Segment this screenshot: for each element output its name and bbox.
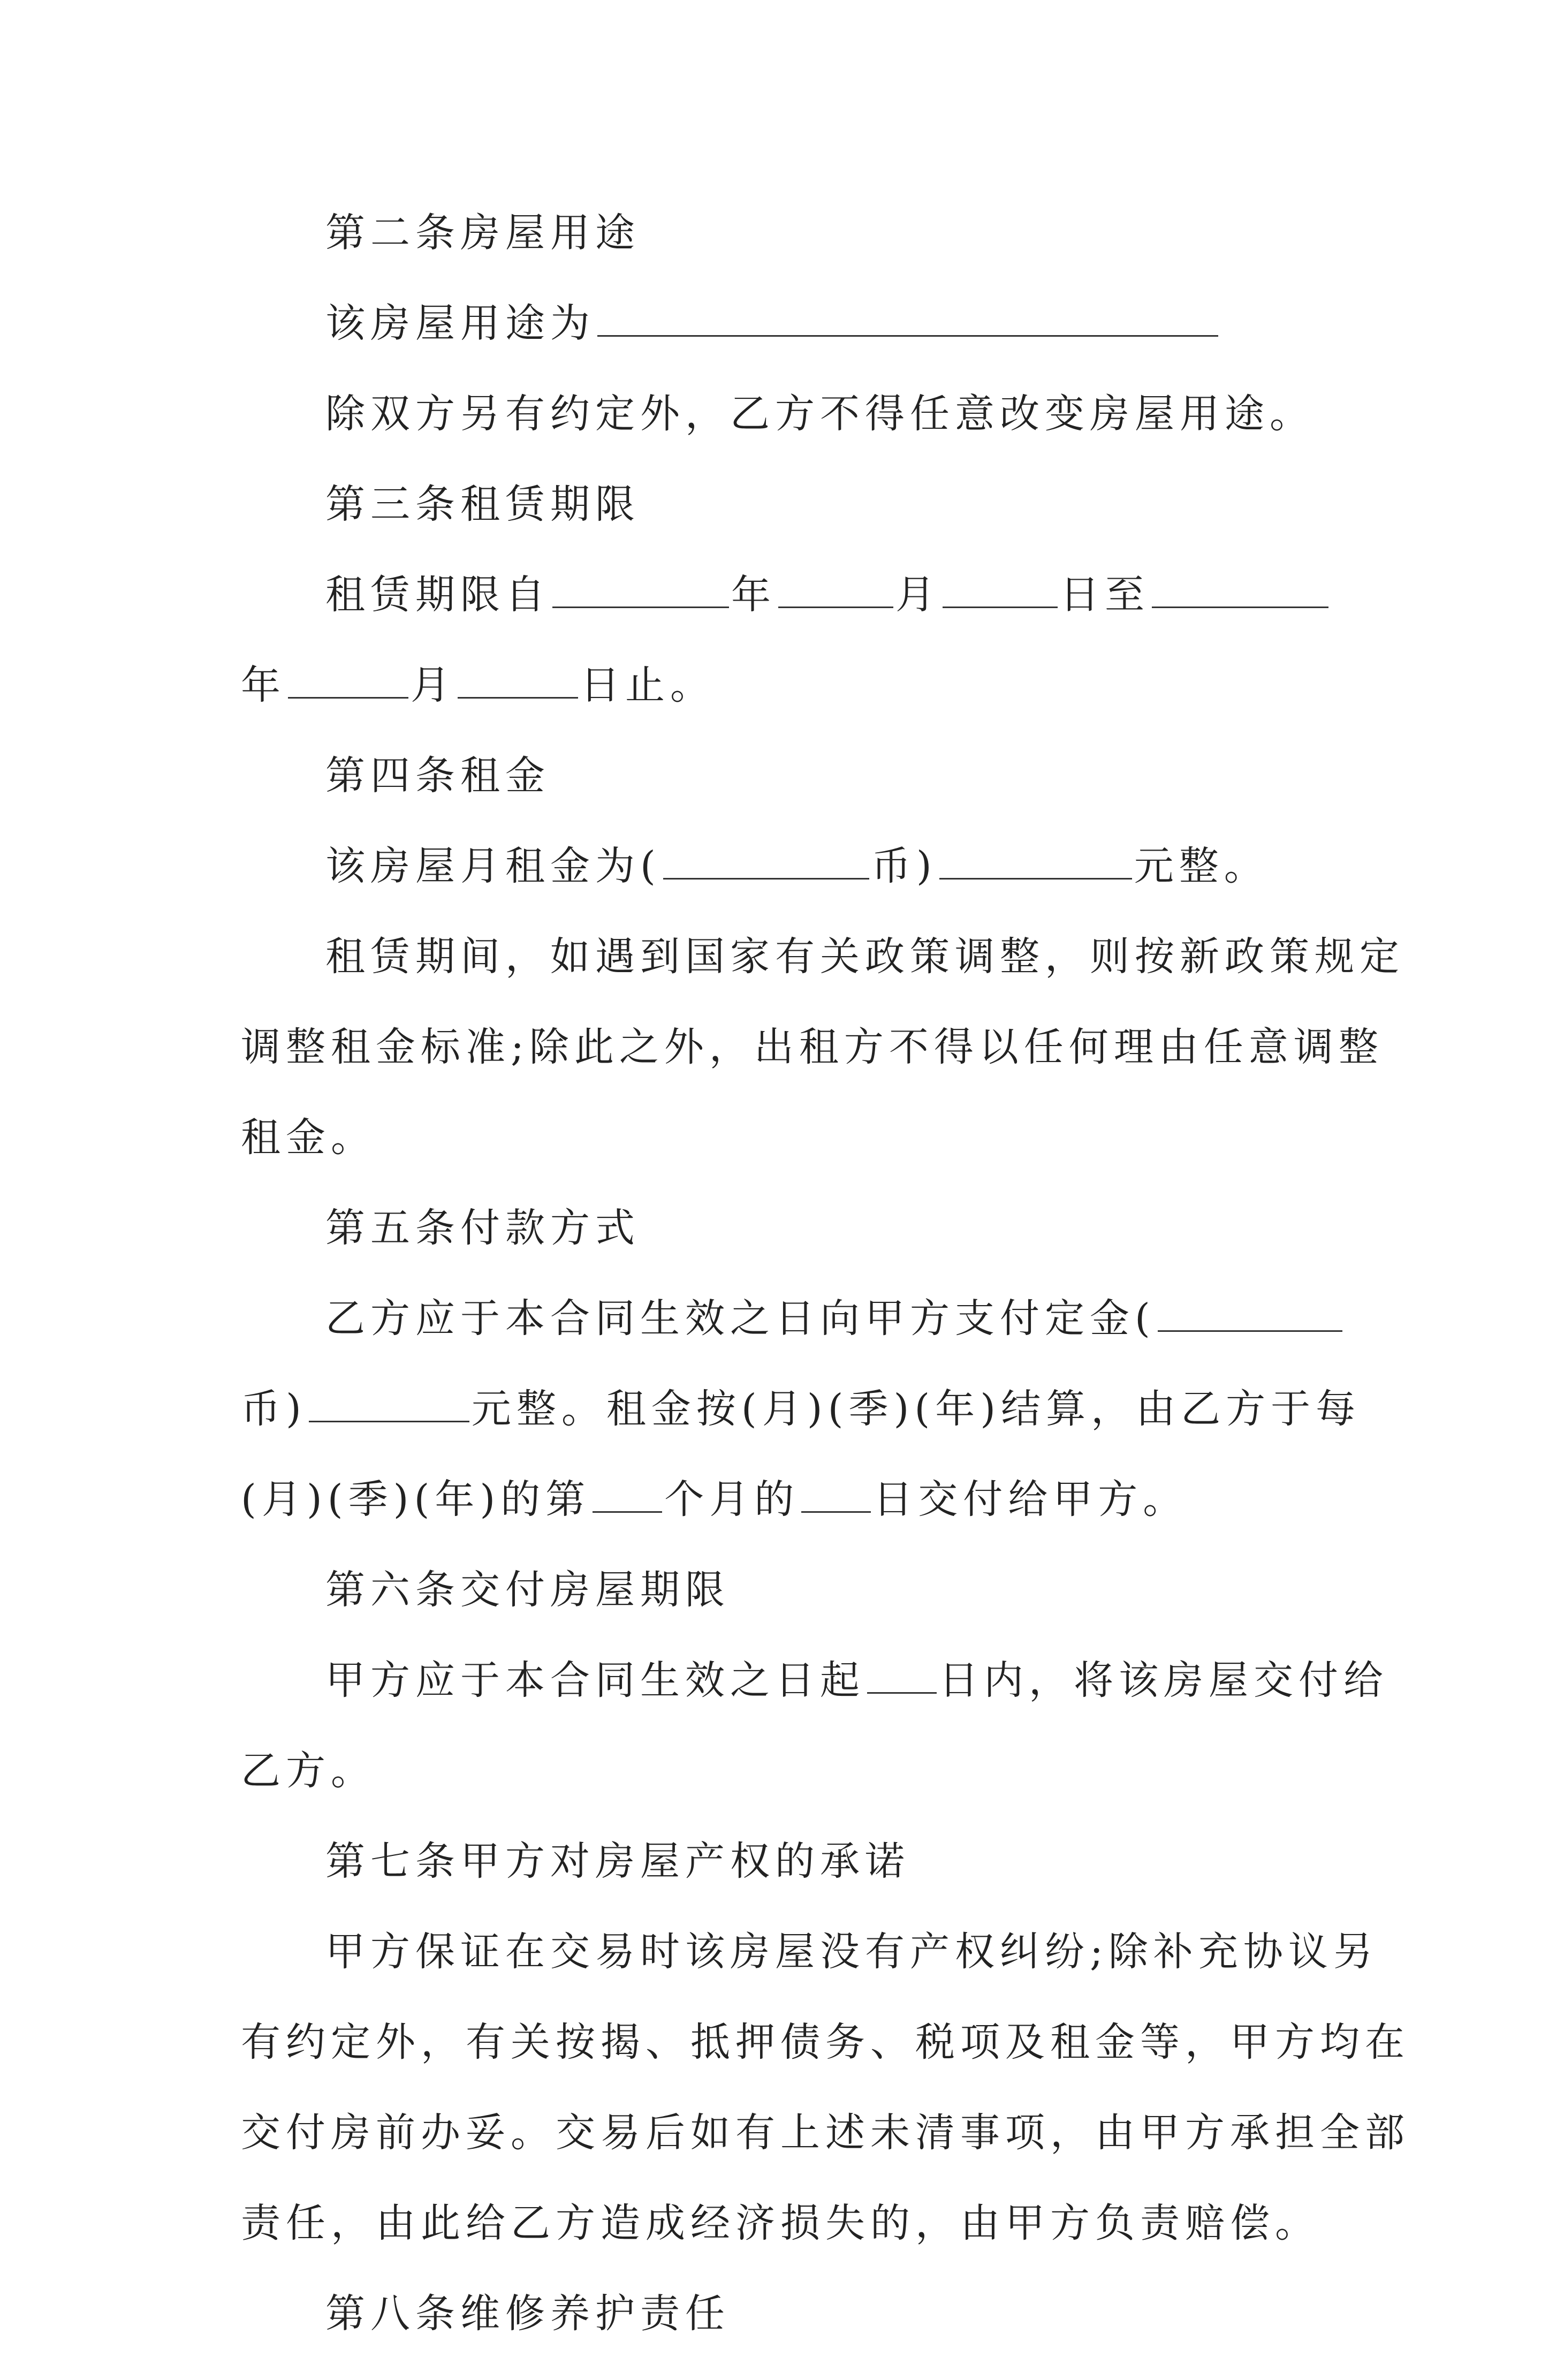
payment-day-blank bbox=[801, 1476, 871, 1513]
article-4-title bbox=[241, 752, 1327, 842]
article-7-line-2 bbox=[241, 2018, 1410, 2109]
deposit-currency-blank bbox=[1158, 1295, 1342, 1332]
day-end-label: 日止。 bbox=[580, 662, 715, 708]
payment-month-blank bbox=[593, 1476, 662, 1513]
rent-label: 该房屋月租金为( bbox=[325, 843, 661, 889]
paragraph-text: 乙方应于本合同生效之日向甲方支付定金( bbox=[325, 1295, 1156, 1341]
use-label: 该房屋用途为 bbox=[325, 300, 595, 346]
article-6-line-1 bbox=[241, 1656, 1388, 1747]
year-label: 年 bbox=[241, 662, 286, 708]
article-6-line-2 bbox=[241, 1747, 1327, 1837]
article-2-restriction bbox=[241, 390, 1327, 480]
start-year-blank bbox=[552, 571, 729, 608]
article-2-use-line bbox=[241, 299, 1327, 390]
deposit-amount-blank bbox=[309, 1385, 469, 1422]
heading-text: 第三条租赁期限 bbox=[325, 481, 640, 527]
article-4-policy-line-2 bbox=[241, 1023, 1384, 1113]
article-3-term-line-1 bbox=[241, 571, 1327, 661]
currency-label: 币) bbox=[871, 843, 937, 889]
day-to-label: 日至 bbox=[1060, 572, 1150, 618]
start-day-blank bbox=[943, 571, 1058, 608]
paragraph-text: 个月的 bbox=[664, 1476, 800, 1522]
article-7-line-1 bbox=[241, 1928, 1378, 2018]
heading-text: 第七条甲方对房屋产权的承诺 bbox=[325, 1838, 910, 1884]
end-month-blank bbox=[288, 662, 408, 699]
article-7-line-3 bbox=[241, 2109, 1410, 2199]
article-5-line-3 bbox=[241, 1475, 1327, 1566]
year-label: 年 bbox=[731, 572, 776, 618]
paragraph-text: 乙方。 bbox=[241, 1748, 376, 1794]
use-blank bbox=[597, 300, 1218, 337]
paragraph-text: 租金。 bbox=[241, 1115, 376, 1161]
article-8-title bbox=[241, 2290, 1327, 2380]
currency-label: 币) bbox=[241, 1386, 307, 1432]
paragraph-text: 调整租金标准;除此之外，出租方不得以任何理由任意调整 bbox=[241, 1024, 1384, 1070]
article-3-title bbox=[241, 480, 1327, 571]
currency-blank bbox=[663, 843, 869, 880]
paragraph-text: 租赁期间，如遇到国家有关政策调整，则按新政策规定 bbox=[325, 934, 1404, 980]
heading-text: 第四条租金 bbox=[325, 753, 550, 799]
restriction-text: 除双方另有约定外，乙方不得任意改变房屋用途。 bbox=[325, 391, 1315, 437]
article-6-title bbox=[241, 1566, 1327, 1656]
paragraph-text: 甲方保证在交易时该房屋没有产权纠纷;除补充协议另 bbox=[325, 1929, 1378, 1975]
paragraph-text: 甲方应于本合同生效之日起 bbox=[325, 1657, 865, 1703]
end-day-blank bbox=[458, 662, 578, 699]
end-year-blank bbox=[1152, 571, 1328, 608]
paragraph-text: 日内，将该房屋交付给 bbox=[939, 1657, 1388, 1703]
paragraph-text: 元整。租金按(月)(季)(年)结算，由乙方于每 bbox=[471, 1386, 1361, 1432]
paragraph-text: 有约定外，有关按揭、抵押债务、税项及租金等，甲方均在 bbox=[241, 2019, 1410, 2065]
paragraph-text: 交付房前办妥。交易后如有上述未清事项，由甲方承担全部 bbox=[241, 2110, 1410, 2156]
month-label: 月 bbox=[411, 662, 455, 708]
article-5-line-1 bbox=[241, 1294, 1327, 1385]
contract-page bbox=[241, 209, 1410, 2380]
term-from-label: 租赁期限自 bbox=[325, 572, 550, 618]
article-7-title bbox=[241, 1837, 1327, 1928]
rent-amount-blank bbox=[939, 843, 1132, 880]
heading-text: 第二条房屋用途 bbox=[325, 210, 640, 256]
paragraph-text: 责任，由此给乙方造成经济损失的，由甲方负责赔偿。 bbox=[241, 2200, 1320, 2246]
heading-text: 第五条付款方式 bbox=[325, 1205, 640, 1251]
yuan-label: 元整。 bbox=[1134, 843, 1269, 889]
article-7-line-4 bbox=[241, 2199, 1327, 2290]
article-3-term-line-2 bbox=[241, 661, 1327, 752]
start-month-blank bbox=[778, 571, 893, 608]
month-label: 月 bbox=[895, 572, 940, 618]
heading-text: 第八条维修养护责任 bbox=[325, 2291, 730, 2337]
article-4-policy-line-1 bbox=[241, 933, 1404, 1023]
heading-text: 第六条交付房屋期限 bbox=[325, 1567, 730, 1613]
article-5-title bbox=[241, 1204, 1327, 1294]
paragraph-text: (月)(季)(年)的第 bbox=[241, 1476, 591, 1522]
article-2-title bbox=[241, 209, 1327, 299]
article-4-rent-line bbox=[241, 842, 1327, 933]
article-5-line-2 bbox=[241, 1385, 1361, 1475]
paragraph-text: 日交付给甲方。 bbox=[873, 1476, 1188, 1522]
article-4-policy-line-3 bbox=[241, 1113, 1327, 1204]
delivery-days-blank bbox=[867, 1657, 937, 1694]
